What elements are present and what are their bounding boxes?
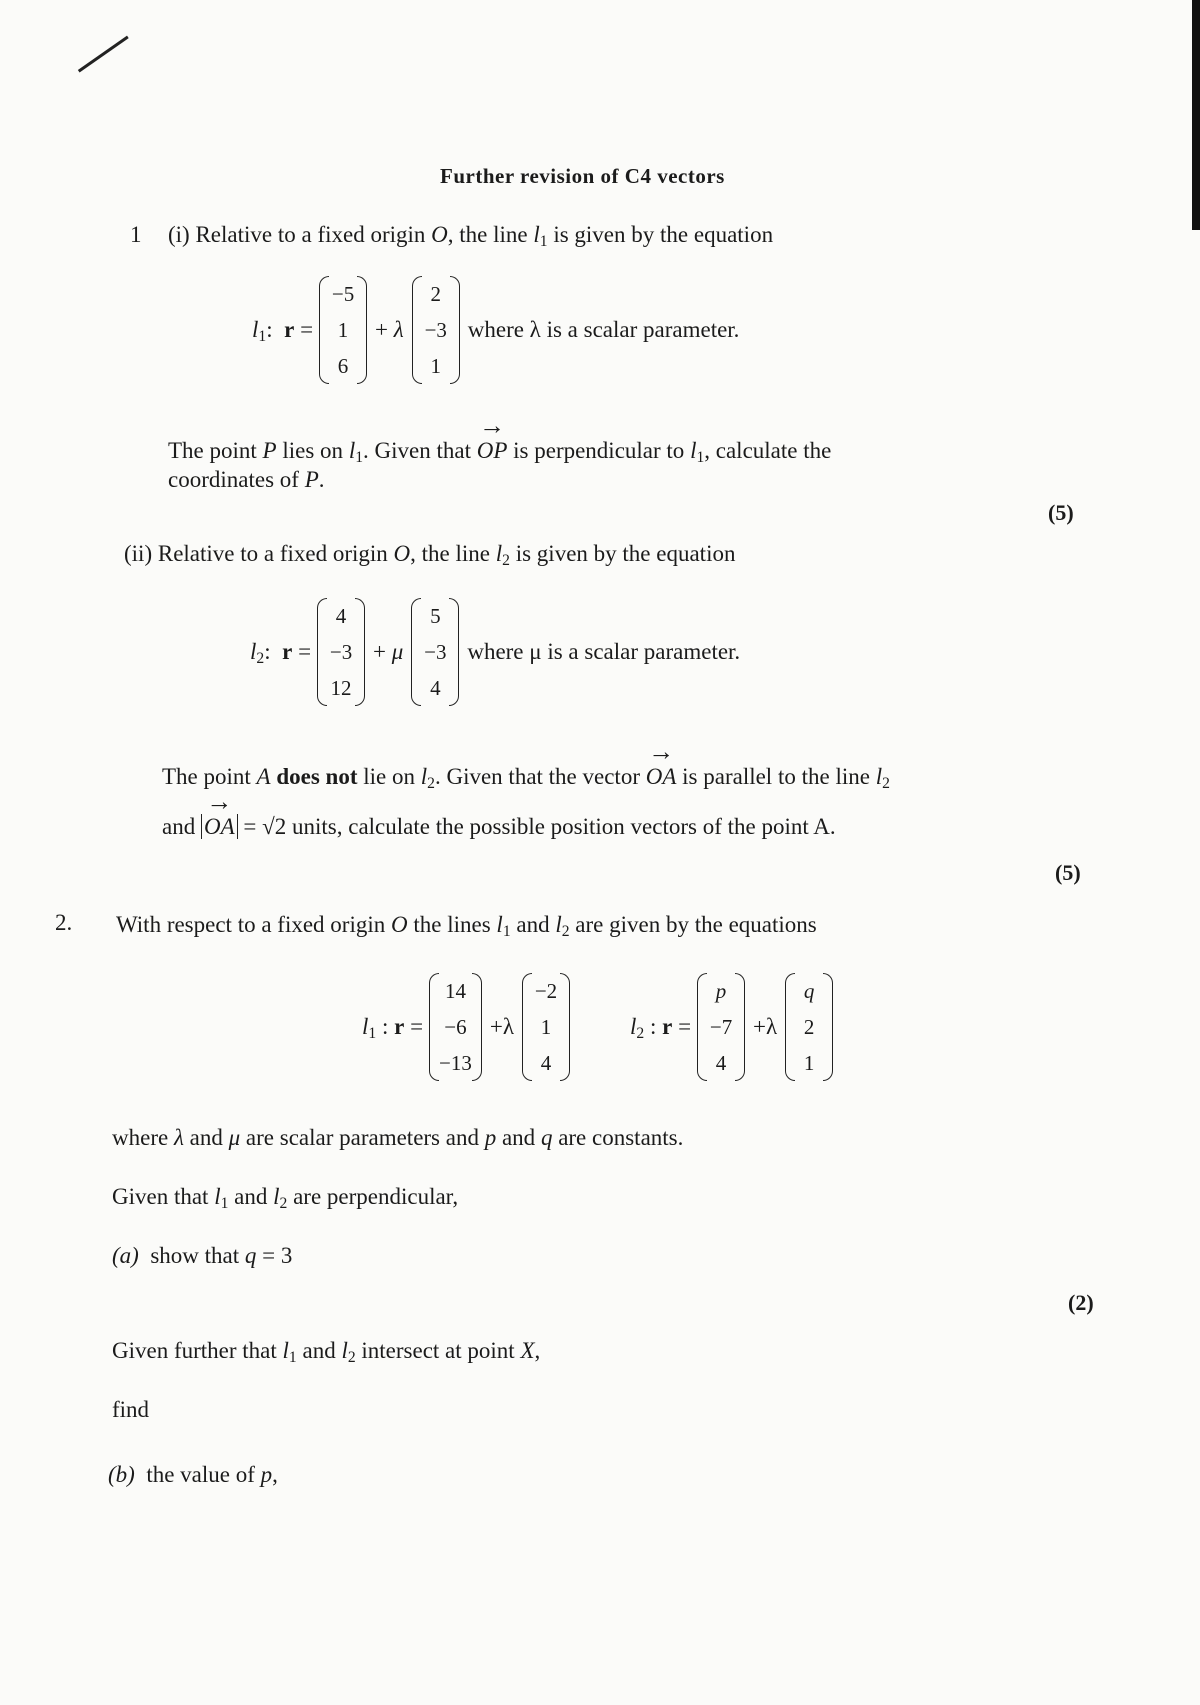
q1-part-i-intro-text: Relative to a fixed origin O, the line $l_1$ is given by the equation: [195, 222, 774, 250]
equation-l2-label: $l_2$: r =: [250, 639, 312, 667]
q2-part-a-marks: (2): [1068, 1290, 1094, 1315]
page-title: Further revision of C4 vectors: [440, 164, 725, 188]
matrix-cell: 1: [803, 1051, 815, 1075]
equation-l1-label: $l_1$: r =: [252, 317, 314, 345]
matrix-cell: 4: [540, 1051, 552, 1075]
equation-q2-l1-label: $l_1$ : r =: [362, 1014, 424, 1042]
matrix-cell: −13: [439, 1051, 472, 1075]
q1-part-ii-question-cont: [162, 814, 836, 840]
plus-mu: + μ: [373, 639, 404, 664]
matrix-cell: 1: [430, 354, 441, 378]
vector-op: → OP: [477, 438, 508, 464]
q1-part-i-question-cont: coordinates of P.: [168, 467, 325, 492]
matrix-cell: p: [715, 979, 727, 1003]
matrix-cell: −3: [424, 640, 447, 664]
equation-q2-l1-position-vector: [429, 973, 482, 1081]
q1-part-ii-label: (ii): [124, 541, 153, 566]
q1-part-i-intro: [168, 222, 773, 248]
q1-part-ii-intro: [124, 541, 735, 567]
matrix-cell: −2: [534, 979, 558, 1003]
matrix-cell: −5: [331, 282, 355, 306]
magnitude-value: = √2: [243, 814, 287, 839]
equation-q2-l1: [362, 973, 570, 1081]
matrix-cell: 4: [430, 676, 441, 700]
vector-oa-magnitude: → OA: [204, 814, 235, 840]
q1-number: 1: [130, 222, 142, 247]
q2-intro: With respect to a fixed origin O the lines $l_1$ and $l_2$ are given by the equations: [116, 912, 817, 940]
matrix-cell: 4: [335, 604, 347, 628]
q2-part-a: (a) show that q = 3: [112, 1243, 293, 1268]
q1-part-ii-question-end: units, calculate the possible position vectors of the point A.: [292, 814, 836, 839]
matrix-cell: 14: [444, 979, 466, 1003]
matrix-cell: q: [803, 979, 815, 1003]
equation-l1-position-vector: [319, 276, 367, 384]
q1-part-i-marks: (5): [1048, 500, 1074, 525]
matrix-cell: 4: [715, 1051, 727, 1075]
vector-oa: → OA: [646, 764, 677, 790]
matrix-cell: 2: [803, 1015, 815, 1039]
scan-edge-shadow: [1192, 0, 1200, 230]
q2-part-b: (b) the value of p,: [108, 1462, 278, 1487]
q1-part-ii-marks: (5): [1055, 860, 1081, 885]
equation-q2-l2-position-vector: [697, 973, 745, 1081]
equation-q2-l1-direction-vector: [522, 973, 570, 1081]
matrix-cell: 12: [330, 676, 352, 700]
equation-l1-tail: where λ is a scalar parameter.: [467, 317, 740, 342]
matrix-cell: 1: [337, 318, 349, 342]
magnitude-oa: [201, 814, 238, 839]
q2-where-text: where λ and μ are scalar parameters and p and q are constants.: [112, 1125, 684, 1150]
q1-part-ii-question: The point A does not lie on $l_2$. Given that the vector → OA is parallel to the line $l_2$: [162, 764, 890, 790]
q2-part-b-label: (b): [108, 1462, 135, 1487]
q1-part-i-label: (i): [168, 222, 190, 247]
plus-lambda-b: +λ: [753, 1014, 778, 1039]
equation-l2-direction-vector: [411, 598, 459, 706]
q2-find-text: find: [112, 1397, 150, 1422]
equation-l2-tail: where μ is a scalar parameter.: [467, 639, 741, 664]
q2-part-a-label: (a): [112, 1243, 139, 1268]
q2-further-text: Given further that $l_1$ and $l_2$ intersect at point X,: [112, 1338, 541, 1366]
plus-lambda: + λ: [375, 317, 404, 342]
equation-l1-direction-vector: [412, 276, 460, 384]
equation-q2-l2-direction-vector: [785, 973, 833, 1081]
matrix-cell: 2: [430, 282, 441, 306]
equation-q2-l2-label: $l_2$ : r =: [630, 1014, 692, 1042]
matrix-cell: 1: [540, 1015, 552, 1039]
matrix-cell: −7: [709, 1015, 733, 1039]
pen-tick-mark: [78, 36, 132, 78]
matrix-cell: −3: [424, 318, 447, 342]
matrix-cell: −6: [444, 1015, 467, 1039]
q2-given-text: Given that $l_1$ and $l_2$ are perpendicular,: [112, 1184, 459, 1212]
matrix-cell: −3: [329, 640, 353, 664]
q2-number: 2.: [55, 910, 73, 935]
plus-lambda-a: +λ: [489, 1014, 515, 1039]
equation-l2-position-vector: [317, 598, 365, 706]
equation-l1: [252, 276, 739, 384]
matrix-cell: 5: [430, 604, 441, 628]
q1-part-ii-intro-text: Relative to a fixed origin O, the line $l_2$ is given by the equation: [157, 541, 736, 569]
q1-part-i-question: The point P lies on $l_1$. Given that → OP is perpendicular to $l_1$, calculate the: [168, 438, 831, 464]
equation-l2: [250, 598, 740, 706]
and-word: and: [162, 814, 196, 839]
equation-q2-l2: [630, 973, 833, 1081]
matrix-cell: 6: [337, 354, 349, 378]
